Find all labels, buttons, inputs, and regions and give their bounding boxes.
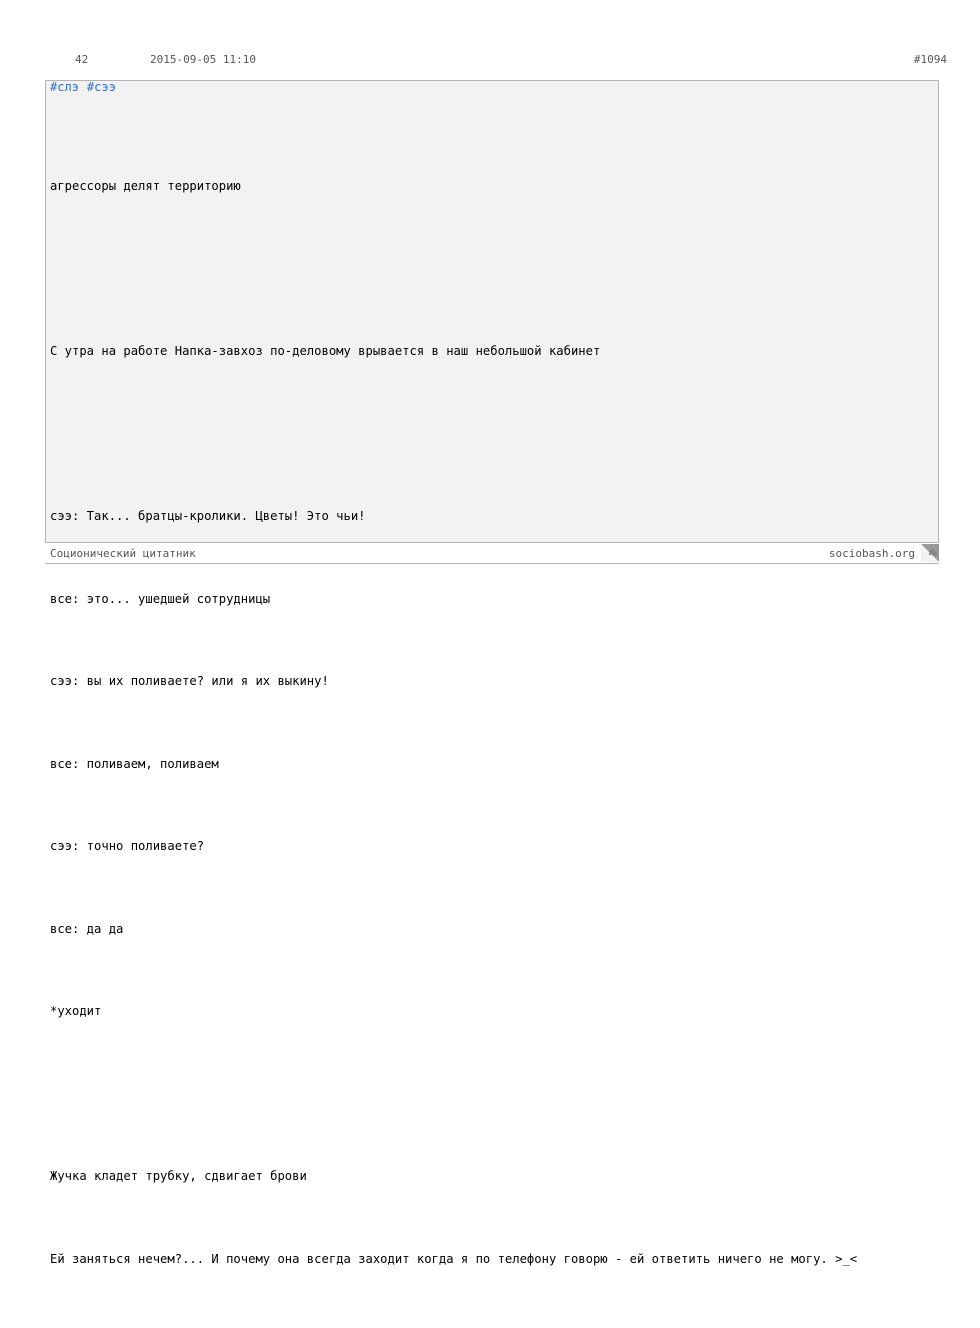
- quote-line: все: это... ушедшей сотрудницы: [50, 591, 271, 606]
- quote-line: агрессоры делят территорию: [50, 179, 241, 193]
- quote-line: сээ: вы их поливаете? или я их выкину!: [50, 674, 329, 688]
- quote-line: *уходит: [50, 1004, 102, 1018]
- quote-date: 2015-09-05 11:10: [150, 53, 256, 66]
- site-domain-link[interactable]: sociobash.org: [828, 547, 915, 560]
- quote-tags: [50, 80, 124, 94]
- page-corner-icon[interactable]: [921, 544, 939, 562]
- quote-line: Жучка кладет трубку, сдвигает брови: [50, 1169, 307, 1183]
- quote-line: сээ: Так... братцы-кролики. Цветы! Это чьи!: [50, 509, 366, 523]
- quote-line: все: поливаем, поливаем: [50, 756, 219, 771]
- tag-link[interactable]: #сээ: [86, 80, 116, 94]
- quote-line: [50, 256, 857, 284]
- quote-id-link[interactable]: #1094: [913, 53, 947, 66]
- quote-line: сээ: точно поливаете?: [50, 839, 205, 853]
- quote-line: Ей заняться нечем?... И почему она всегда заходит когда я по телефону говорю - ей ответить ничего не могу. >_<: [50, 1251, 858, 1266]
- quote-text: [50, 118, 857, 1328]
- quote-footer: [45, 544, 939, 564]
- quote-line: [50, 1081, 857, 1109]
- tag-link[interactable]: #слэ: [50, 80, 79, 94]
- quote-meta: [45, 53, 947, 69]
- quote-line: все: да да: [50, 921, 124, 936]
- quote-line: [50, 421, 857, 449]
- site-name: Соционический цитатник: [50, 547, 196, 560]
- quote-rating: 42: [75, 53, 89, 66]
- quote-line: С утра на работе Напка-завхоз по-деловому врывается в наш небольшой кабинет: [50, 344, 601, 358]
